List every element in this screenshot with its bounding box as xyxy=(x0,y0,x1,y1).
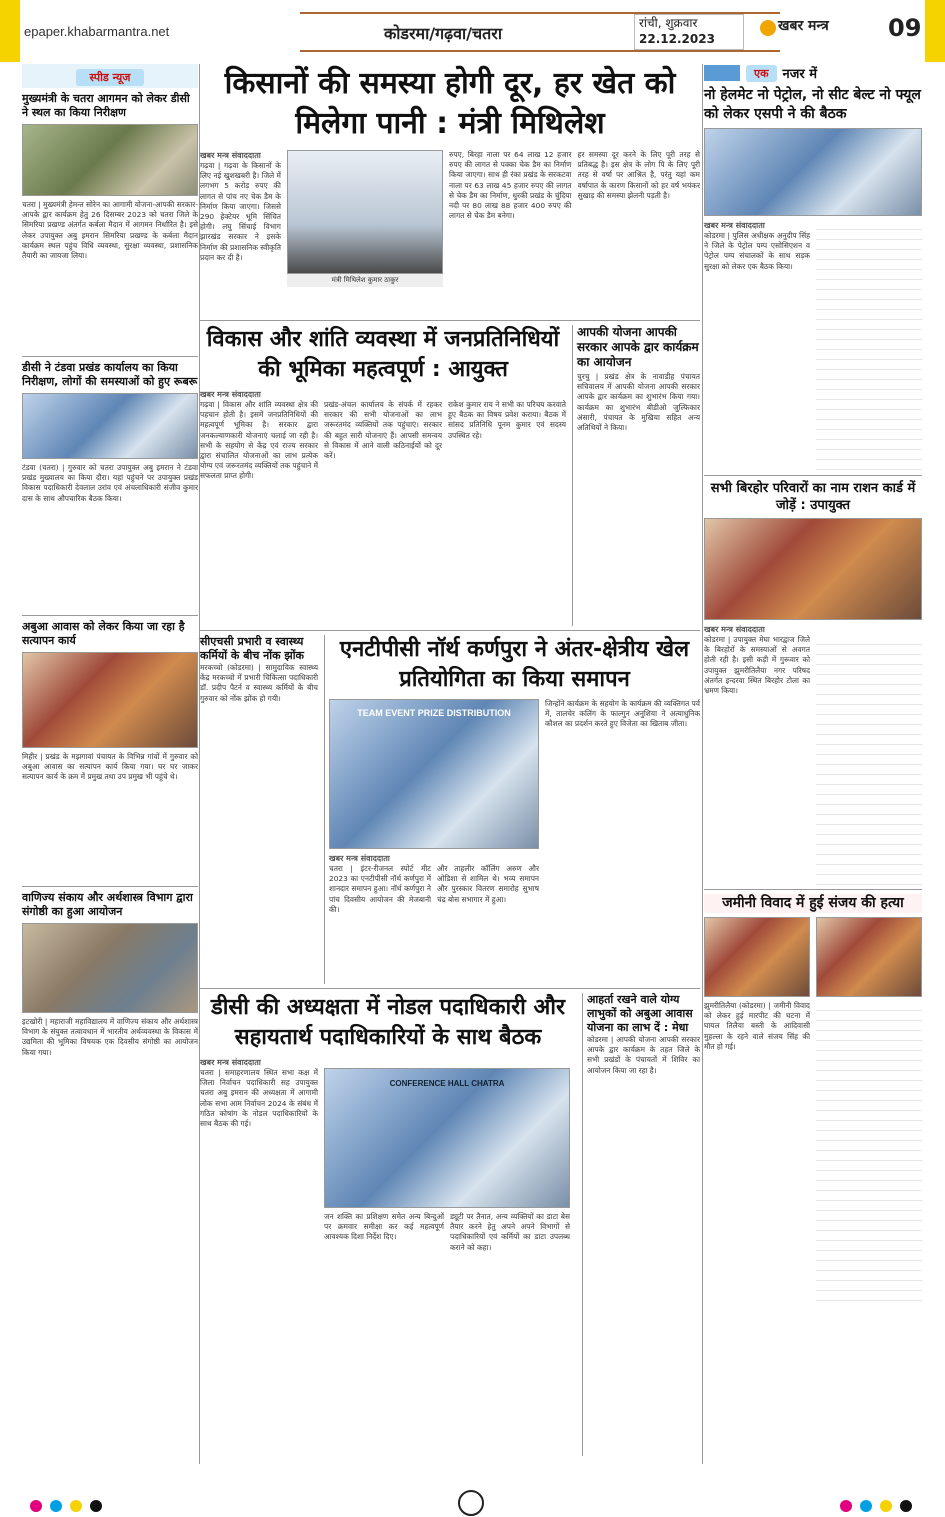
headline[interactable]: आपकी योजना आपकी सरकार आपके द्वार कार्यक्रम का आयोजन xyxy=(577,325,699,369)
speed-news-header xyxy=(22,64,198,88)
story-text: टंडवा (चतरा) | गुरुवार को चतरा उपायुक्त अबु इमरान ने टंडवा प्रखंड मुख्यालय का किया दौरा। यहां पहुंचने पर उपायुक्त प्रखंड विकास पदाधिकारी देवलाल उरांव एवं अंचलाधिकारी संजीव कुमार दास के साथ औपचारिक बैठक किया। xyxy=(22,463,198,503)
ek-nazar-header xyxy=(704,64,922,82)
photo-protest xyxy=(704,917,810,997)
hall-label: CONFERENCE HALL CHATRA xyxy=(389,1079,505,1088)
registration-bar-right xyxy=(925,0,945,62)
minister-photo xyxy=(287,150,443,274)
lead-headline[interactable]: किसानों की समस्या होगी दूर, हर खेत को मिलेगा पानी : मंत्री मिथिलेश xyxy=(224,66,676,141)
photo-sp-meeting xyxy=(704,128,922,216)
story-aapki-yojana[interactable] xyxy=(572,325,700,626)
masthead xyxy=(0,0,945,62)
edition-title: कोडरमा/गढ़वा/चतरा xyxy=(384,24,502,43)
story-text: मरकच्चो (कोडरमा) | सामुदायिक स्वास्थ्य केंद्र मरकच्चो में प्रभारी चिकित्सा पदाधिकारी डॉ. प्रदीप पैटर्न व स्वास्थ्य कर्मियों के बीच गुरुवार को नोंक झोंक हो गयी। xyxy=(200,663,318,703)
story-cm-visit[interactable] xyxy=(22,92,198,352)
brand-logo-icon xyxy=(760,20,776,36)
story-text: कोडरमा | उपायुक्त मेघा भारद्वाज जिले के बिरहोरों के समस्याओं से अवगत होती रही है। इसी कड़ी में गुरूवार को उपायुक्त झुमरीतिलैया नगर परिषद अंतर्गत इन्दरवा स्थित बिरहोर टोला का भ्रमण किया। xyxy=(704,635,810,696)
story-text: मिहीर | प्रखंड के मझगावां पंचायत के विभिन्न गांवों में गुरुवार को अबुआ आवास का सत्यापन कार्य किया गया। घर घर जाकर सत्यापन कार्य के क्रम में प्रमुख तथा उप प्रमुख भी पहुंचे थे। xyxy=(22,752,198,782)
byline: खबर मन्त्र संवाददाता xyxy=(200,151,261,160)
story-text: झुमरीतिलैया (कोडरमा) | जमीनी विवाद को लेकर हुई मारपीट की घटना में घायल तिलैया बस्ती के आदिवासी मुहल्ला के रहने वाले संजय सिंह की मौत हो गई। xyxy=(704,1001,810,1051)
brand-name: खबर मन्त्र xyxy=(778,18,829,34)
byline: खबर मन्त्र संवाददाता xyxy=(200,390,261,399)
photo-prize-distribution xyxy=(329,699,539,849)
headline[interactable]: नो हेलमेट नो पेट्रोल, नो सीट बेल्ट नो फ्यूल को लेकर एसपी ने की बैठक xyxy=(704,87,921,122)
story-text: कोडरमा | आपकी योजना आपकी सरकार आपके द्वार कार्यक्रम के तहत जिले के सभी प्रखंडों के पंचायतों में शिविर का आयोजन किया जा रहा है। xyxy=(587,1035,700,1075)
headline[interactable]: सीएचसी प्रभारी व स्वास्थ्य कर्मियों के बीच नोंक झोंक xyxy=(200,635,304,662)
byline: खबर मन्त्र संवाददाता xyxy=(704,221,765,230)
story-murder[interactable] xyxy=(704,889,922,1301)
page-number: 09 xyxy=(888,14,922,42)
date-box xyxy=(634,14,744,50)
cmyk-dot xyxy=(50,1500,62,1512)
byline: खबर मन्त्र संवाददाता xyxy=(200,1058,261,1067)
story-text-col2 xyxy=(816,220,922,470)
column-divider xyxy=(702,64,703,1464)
story-text-col3: ड्यूटी पर तैनात, अन्य व्यक्तियों का डाटा बेस तैयार करने हेतु अपने अपने विभागों से पदाधिकारियों एवं कर्मियों का डाटा उपलब्ध कराने को कहा। xyxy=(450,1212,570,1252)
story-text: चुरचु | प्रखंड क्षेत्र के नावाडीह पंचायत सचिवालय में आपकी योजना आपकी सरकार आपके द्वार कार्यक्रम का शुभारंभ किया गया। कार्यक्रम का शुभारंभ बीडीओ जुल्फिकार अंसारी, पंचायत के मुखिया सहित अन्य अतिथियों ने किया। xyxy=(577,372,700,433)
headline[interactable]: आहर्ता रखने वाले योग्य लाभुकों को अबुआ आवास योजना का लाभ दें : मेधा xyxy=(587,993,693,1034)
photo-site-inspection xyxy=(22,124,198,196)
story-text: इटखोरी | महाराजी महाविद्यालय में वाणिज्य संकाय और अर्थशास्त्र विभाग के संयुक्त तत्वावधान में भारतीय अर्थव्यवस्था के विकास में उद्यमिता की भूमिका विषयक एक दिवसीय संगोष्ठी का आयोजन किया गया। xyxy=(22,1017,198,1057)
header-icon xyxy=(704,65,740,81)
cmyk-dot xyxy=(900,1500,912,1512)
tag-ek: एक xyxy=(746,65,777,82)
story-text-col2 xyxy=(816,635,922,885)
tag-nazar: नजर में xyxy=(782,67,818,82)
headline[interactable]: डीसी ने टंडवा प्रखंड कार्यालय का किया निरीक्षण, लोगों की समस्याओं को हुए रूबरू xyxy=(22,361,198,388)
photo-caption: मंत्री मिथिलेश कुमार ठाकुर xyxy=(287,274,443,287)
story-helmet[interactable] xyxy=(704,86,922,471)
right-column xyxy=(704,64,922,1301)
headline[interactable]: सभी बिरहोर परिवारों का नाम राशन कार्ड में जोड़ें : उपायुक्त xyxy=(710,481,916,513)
city-day: रांची, शुक्रवार xyxy=(639,16,698,30)
lead-text-col3: हर समस्या दूर करने के लिए पूरी तरह से प्रतिबद्ध है। इस क्षेत्र के लोग पि के लिए पूरी तरह से वर्षा पर आश्रित है, परंतु यहां कम वर्षापात के कारण किसानों को हर वर्ष भयंकर सुखाड़ की समस्या झेलनी पड़ती है। xyxy=(577,150,700,200)
story-text-col3: राकेश कुमार राय ने सभी का परिचय करवाते हुए बैठक का विषय प्रवेश कराया। बैठक में सांसद प्रतिनिधि पूनम कुमार एवं सदस्य उपस्थित रहे। xyxy=(448,400,566,440)
lead-text: गढ़वा | गढ़वा के किसानों के लिए नई खुशखबरी है। जिले में लगभग 5 करोड़ रुपए की लागत से पांच नए चेक डैम के निर्माण किया जाएगा। जिससे 290 हेक्टेयर भूमि सिंचित होगी। लघु सिंचाई विभाग झारखंड सरकार ने इसके निर्माण की प्रशासनिक स्वीकृति प्रदान कर दी है। xyxy=(200,161,281,262)
story-abua-awas[interactable] xyxy=(22,615,198,882)
byline: खबर मन्त्र संवाददाता xyxy=(704,625,765,634)
story-text-col2: और ताहलीर कॉलिंग अरुण और ओडिशा से शामिल थे। भव्य समापन और पुरस्कार वितरण समारोह सुभाष चंद्र बोस सभागार में हुआ। xyxy=(437,864,539,904)
story-birhor[interactable] xyxy=(704,475,922,885)
issue-date: 22.12.2023 xyxy=(639,32,715,46)
cmyk-dot xyxy=(860,1500,872,1512)
headline[interactable]: एनटीपीसी नॉर्थ कर्णपुरा ने अंतर-क्षेत्रीय खेल प्रतियोगिता का किया समापन xyxy=(339,637,690,692)
story-chc[interactable] xyxy=(200,635,318,984)
story-text: गढ़वा | विकास और शांति व्यवस्था क्षेत्र की पहचान होती है। इसमें जनप्रतिनिधियों की महत्वपूर्ण भूमिका है। सरकार द्वारा जनकल्याणकारी योजनाएं चलाई जा रही है। सभी के सहयोग से केंद्र एवं राज्य सरकार द्वारा संचालित योजनाओं का लाभ प्रत्येक योग्य एवं जरूरतमंद व्यक्तियों तक पहुंचाने में सफलता प्राप्त होगी। xyxy=(200,400,318,481)
middle-column xyxy=(200,64,700,1456)
site-url[interactable]: epaper.khabarmantra.net xyxy=(24,24,170,39)
photo-block-office xyxy=(22,393,198,459)
story-text: चतरा | मुख्यमंत्री हेमन्त सोरेन का आगामी योजना-आपकी सरकार-आपके द्वार कार्यक्रम हेतु 26 दिसम्बर 2023 को चतरा जिले के सिमरिया प्रखण्ड अंतर्गत कर्बला मैदान में आगमन निर्धारित है। इसे लेकर उपायुक्त अबु इमरान सिमरिया प्रखण्ड के कर्बला मैदान कार्यक्रम स्थल पहुंच विधि व्यवस्था, सुरक्षा व्यवस्था, प्रशासनिक तैयारी का जायजा लिया। xyxy=(22,200,198,261)
registration-crosshair-icon xyxy=(458,1490,484,1516)
story-text: कोडरमा | पुलिस अधीक्षक अनुदीप सिंह ने जिले के पेट्रोल पम्प एसोसिएशन व पेट्रोल पम्प संचालकों के साथ सड़क सुरक्षा को लेकर एक बैठक किया। xyxy=(704,231,810,271)
cmyk-dot xyxy=(90,1500,102,1512)
lead-text-col2: रुपए, बिरहा नाला पर 64 लाख 12 हजार रुपए की लागत से पक्का चेक डैम का निर्माण किया जाएगा। साथ ही रंका प्रखंड के सरकटवा नाला पर 63 लाख 45 हजार रुपए की लागत से चेक डैम का निर्माण, धुरकी प्रखंड के चुंदिया नदी पर 80 लाख 88 हजार 400 रुपए की लागत से चेक डैम बनेगा। xyxy=(449,150,572,221)
story-text-col3: जिन्होंने कार्यक्रम के सहयोग के कार्यक्रम की व्यक्तिगत पर्व में, तालचेर कलिंग के फाल्गुन अनुशिया ने अत्याधुनिक कौशल का प्रदर्शन करते हुए विजेता का खिताब जीता। xyxy=(545,699,700,729)
story-text: चतरा | इंटर-रीजनल स्पोर्ट मीट 2023 का एनटीपीसी नॉर्थ कर्णपुरा में शानदार समापन हुआ। नॉर्थ कर्णपुरा ने पांच दिवसीय आयोजन की मेजबानी की। xyxy=(329,864,431,914)
headline[interactable]: डीसी की अध्यक्षता में नोडल पदाधिकारी और सहायतार्थ पदाधिकारियों के साथ बैठक xyxy=(210,995,566,1050)
registration-bar-left xyxy=(0,0,20,62)
headline[interactable]: विकास और शांति व्यवस्था में जनप्रतिनिधियों की भूमिका महत्वपूर्ण : आयुक्त xyxy=(206,327,560,382)
photo-birhor-tola xyxy=(704,518,922,620)
lead-story[interactable] xyxy=(200,64,700,316)
story-vikas[interactable] xyxy=(200,325,566,626)
event-banner: TEAM EVENT PRIZE DISTRIBUTION xyxy=(357,708,511,718)
byline: खबर मन्त्र संवाददाता xyxy=(329,854,390,863)
story-text-col2 xyxy=(816,1001,922,1301)
headline[interactable]: अबुआ आवास को लेकर किया जा रहा है सत्यापन कार्य xyxy=(22,620,185,647)
cmyk-dot xyxy=(70,1500,82,1512)
cmyk-dot xyxy=(840,1500,852,1512)
story-text-col2: जन शक्ति का प्रशिक्षण समेत अन्य बिन्दुओं पर क्रमवार समीक्षा कर कई महत्वपूर्ण आवश्यक दिशा निर्देश दिए। xyxy=(324,1212,444,1242)
headline[interactable]: जमीनी विवाद में हुई संजय की हत्या xyxy=(704,894,922,913)
story-seminar[interactable] xyxy=(22,886,198,1207)
cmyk-dot xyxy=(880,1500,892,1512)
photo-seminar xyxy=(22,923,198,1013)
story-text-col2: प्रखंड-अंचल कार्यालय के संपर्क में रहकर सरकार की सभी योजनाओं का लाभ जरूरतमंद व्यक्तियों तक पहुंचाएं। सरकार की बहुत सारी योजनाएं हैं। आपसी समन्वय से विकास में आने वाली कठिनाईयों को दूर करें। xyxy=(324,400,442,461)
cmyk-dot xyxy=(30,1500,42,1512)
story-ntpc[interactable] xyxy=(324,635,700,984)
story-abua-awas-benefit[interactable] xyxy=(582,993,700,1456)
story-dc-meeting[interactable] xyxy=(200,993,576,1456)
left-column xyxy=(22,64,198,1207)
headline[interactable]: वाणिज्य संकाय और अर्थशास्त्र विभाग द्वारा संगोष्ठी का हुआ आयोजन xyxy=(22,891,193,918)
photo-gathering xyxy=(816,917,922,997)
story-text: चतरा | समाहरणालय स्थित सभा कक्ष में जिला निर्वाचन पदाधिकारी सह उपायुक्त चतरा अबु इमरान की अध्यक्षता में आगामी लोक सभा आम निर्वाचन 2024 के संबंध में गठित कोषांग के नोडल पदाधिकारियों के साथ बैठक की गई। xyxy=(200,1068,318,1129)
photo-verification xyxy=(22,652,198,748)
headline[interactable]: मुख्यमंत्री के चतरा आगमन को लेकर डीसी ने स्थल का किया निरीक्षण xyxy=(22,92,190,119)
photo-conference-hall xyxy=(324,1068,570,1208)
story-tandwa[interactable] xyxy=(22,356,198,611)
section-tag: स्पीड न्यूज xyxy=(76,69,145,86)
